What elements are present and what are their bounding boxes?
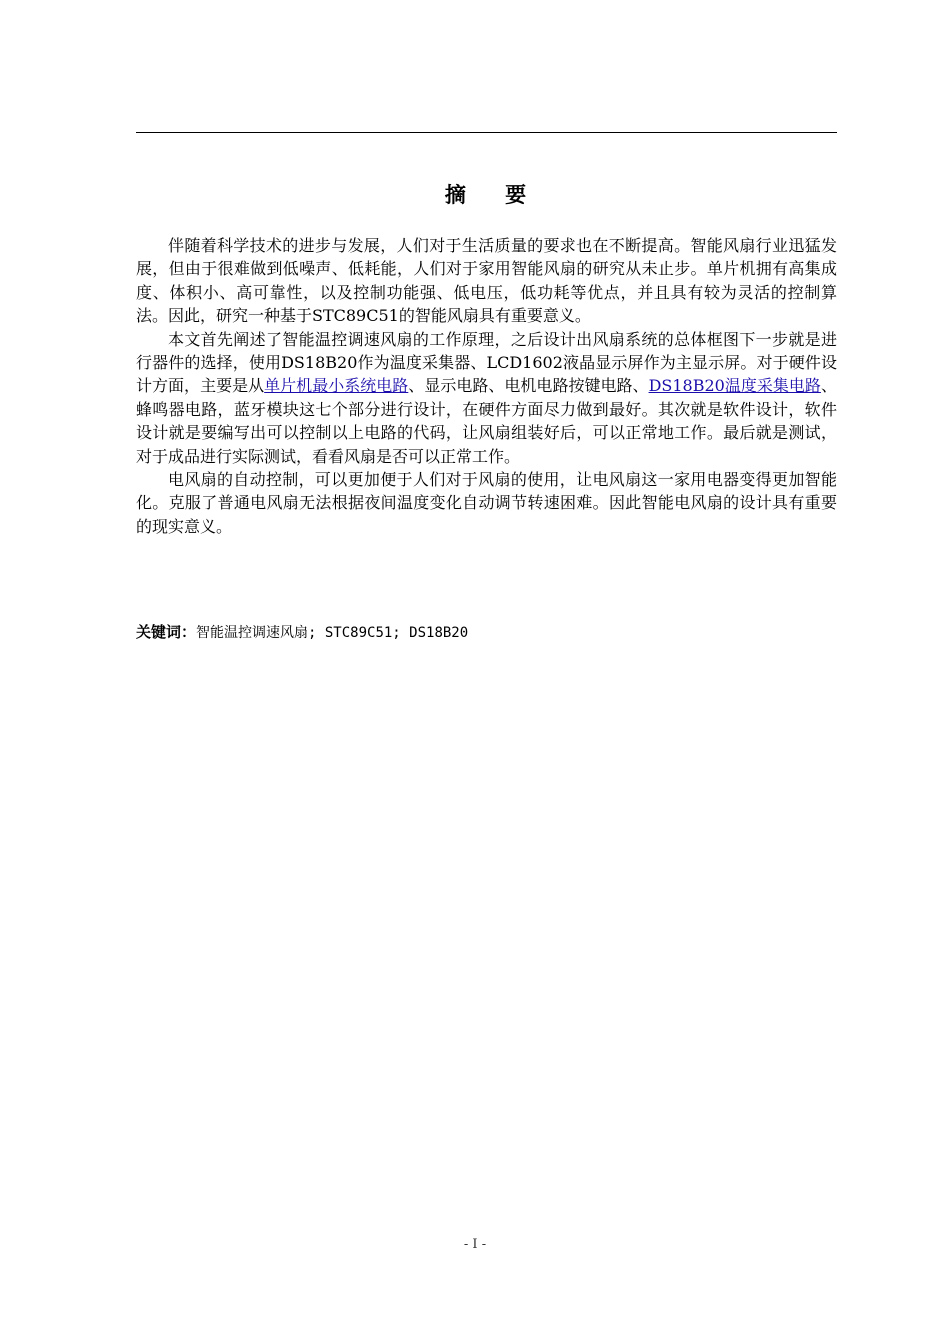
paragraph-2-text-c: 、蜂鸣器电路，蓝牙模块这七个部分进行设计，在硬件方面尽力做到最好。其次就是软件设计，软件设计就是要编写出可以控制以上电路的代码，让风扇组装好后，可以正常地工作。最后就是测试，对于成品进行实际测试，看看风扇是否可以正常工作。 (136, 376, 837, 466)
page-title: 摘 要 (444, 183, 529, 207)
abstract-paragraph-3: 电风扇的自动控制，可以更加便于人们对于风扇的使用，让电风扇这一家用电器变得更加智能化。克服了普通电风扇无法根据夜间温度变化自动调节转速困难。因此智能电风扇的设计具有重要的现实意义。 (136, 470, 837, 536)
abstract-paragraph-2 (136, 328, 837, 468)
ds18b20-circuit-link[interactable]: DS18B20温度采集电路 (648, 376, 821, 396)
paragraph-2-text-a: 本文首先阐述了智能温控调速风扇的工作原理，之后设计出风扇系统的总体框图下一步就是进行器件的选择，使用DS18B20作为温度采集器、LCD1602液晶显示屏作为主显示屏。对于硬件设计方面，主要是从 (136, 329, 837, 396)
keywords-label: 关键词： (136, 623, 197, 641)
abstract-paragraph-1: 伴随着科学技术的进步与发展，人们对于生活质量的要求也在不断提高。智能风扇行业迅猛发展，但由于很难做到低噪声、低耗能，人们对于家用智能风扇的研究从未止步。单片机拥有高集成度、体积小、高可靠性，以及控制功能强、低电压，低功耗等优点，并且具有较为灵活的控制算法。因此，研究一种基于STC89C51的智能风扇具有重要意义。 (136, 236, 837, 326)
paragraph-2-text-b: 、显示电路、电机电路按键电路、 (408, 376, 649, 396)
mcu-minimum-system-link[interactable]: 单片机最小系统电路 (264, 376, 409, 396)
abstract-body (136, 234, 837, 538)
header-rule (136, 132, 837, 133)
keywords-value: 智能温控调速风扇; STC89C51; DS18B20 (196, 625, 469, 641)
page-number: - I - (463, 1237, 487, 1252)
keywords-line (136, 621, 837, 644)
